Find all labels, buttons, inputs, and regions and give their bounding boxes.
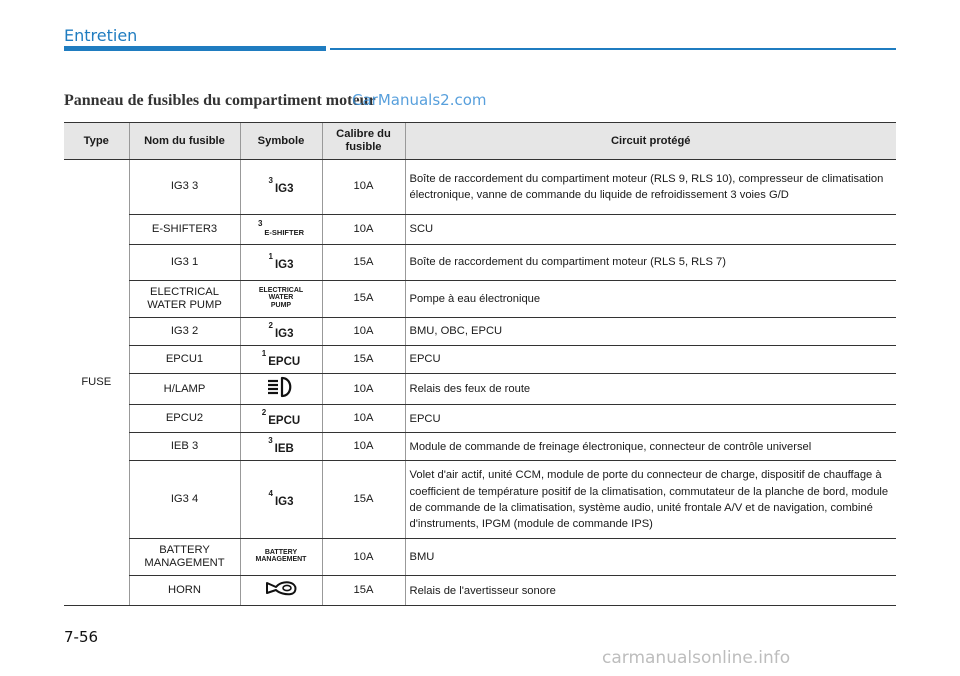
fuse-symbol	[240, 346, 322, 374]
fuse-circuit: SCU	[405, 215, 896, 245]
fuse-circuit: Volet d'air actif, unité CCM, module de porte du connecteur de charge, dispositif de chauffage à coefficient de température positif de la climatisation, commutateur de la planche de bord, module de commande de la climatisation, système audio, unité frontale A/V et de navigation, combiné d'instruments, IPGM (module de commande IPS)	[405, 461, 896, 539]
table-row	[64, 461, 896, 539]
table-row	[64, 318, 896, 346]
table-row	[64, 433, 896, 461]
fuse-symbol	[240, 245, 322, 281]
table-row	[64, 374, 896, 405]
fuse-rating: 10A	[322, 539, 405, 576]
symbol-label: IG3	[274, 496, 294, 509]
fuse-rating: 10A	[322, 160, 405, 215]
horn-icon	[264, 578, 298, 598]
fuse-circuit: Relais des feux de route	[405, 374, 896, 405]
fuse-name: IG3 2	[129, 318, 240, 346]
symbol-line: WATER	[268, 294, 294, 302]
symbol-superscript: 3	[268, 436, 273, 446]
symbol-label: EPCU	[268, 355, 301, 368]
fuse-symbol	[240, 539, 322, 576]
col-header-name: Nom du fusible	[129, 123, 240, 160]
table-row	[64, 245, 896, 281]
fuse-symbol	[240, 318, 322, 346]
col-header-type: Type	[64, 123, 129, 160]
symbol-superscript: 4	[268, 489, 273, 499]
symbol-label: IG3	[274, 258, 294, 271]
fuse-rating: 15A	[322, 461, 405, 539]
table-row	[64, 576, 896, 605]
fuse-symbol	[240, 215, 322, 245]
fuse-circuit: Relais de l'avertisseur sonore	[405, 576, 896, 605]
symbol-label: EPCU	[268, 415, 301, 428]
symbol-superscript: 1	[268, 251, 273, 261]
symbol-label: E-SHIFTER	[264, 227, 305, 237]
table-row	[64, 539, 896, 576]
symbol-label: IG3	[274, 327, 294, 340]
headlamp-icon	[265, 376, 297, 398]
symbol-superscript: 3	[268, 176, 273, 186]
fuse-name: ELECTRICAL WATER PUMP	[129, 281, 240, 318]
fuse-circuit: BMU	[405, 539, 896, 576]
fuse-symbol	[240, 433, 322, 461]
symbol-line: ELECTRICAL	[258, 286, 304, 294]
table-row	[64, 346, 896, 374]
fuse-name: IEB 3	[129, 433, 240, 461]
fuse-rating: 10A	[322, 215, 405, 245]
page-number: 7-56	[64, 628, 99, 646]
symbol-label: IG3	[274, 183, 294, 196]
fuse-symbol	[240, 281, 322, 318]
fuse-rating: 15A	[322, 245, 405, 281]
symbol-superscript: 1	[261, 348, 267, 358]
fuse-rating: 15A	[322, 576, 405, 605]
fuse-name: HORN	[129, 576, 240, 605]
table-row	[64, 215, 896, 245]
fuse-circuit: BMU, OBC, EPCU	[405, 318, 896, 346]
fuse-name: IG3 3	[129, 160, 240, 215]
watermark-top: CarManuals2.com	[352, 91, 487, 109]
symbol-line: MANAGEMENT	[255, 556, 307, 564]
col-header-symbol: Symbole	[240, 123, 322, 160]
fuse-table	[64, 122, 896, 606]
fuse-symbol	[240, 576, 322, 605]
fuse-name: EPCU2	[129, 405, 240, 433]
fuse-symbol	[240, 374, 322, 405]
header-rule-thick	[64, 46, 326, 51]
fuse-name: IG3 1	[129, 245, 240, 281]
section-title: Entretien	[64, 26, 138, 45]
fuse-circuit: EPCU	[405, 405, 896, 433]
fuse-name: H/LAMP	[129, 374, 240, 405]
fuse-rating: 10A	[322, 405, 405, 433]
page-heading: Panneau de fusibles du compartiment moteur	[64, 92, 376, 109]
symbol-line: PUMP	[270, 301, 292, 309]
fuse-rating: 10A	[322, 433, 405, 461]
fuse-symbol	[240, 461, 322, 539]
fuse-circuit: Boîte de raccordement du compartiment moteur (RLS 5, RLS 7)	[405, 245, 896, 281]
fuse-name: EPCU1	[129, 346, 240, 374]
fuse-circuit: Boîte de raccordement du compartiment moteur (RLS 9, RLS 10), compresseur de climatisation électronique, vanne de commande du liquide de refroidissement 3 voies G/D	[405, 160, 896, 215]
table-header-row	[64, 123, 896, 160]
fuse-circuit: EPCU	[405, 346, 896, 374]
symbol-line: BATTERY	[264, 549, 298, 557]
fuse-symbol	[240, 160, 322, 215]
fuse-name: BATTERY MANAGEMENT	[129, 539, 240, 576]
symbol-superscript: 2	[261, 408, 267, 418]
fuse-symbol	[240, 405, 322, 433]
table-row	[64, 281, 896, 318]
symbol-superscript: 2	[268, 320, 273, 330]
watermark-bottom: carmanualsonline.info	[602, 648, 791, 668]
type-cell: FUSE	[64, 160, 129, 606]
table-row	[64, 405, 896, 433]
fuse-rating: 10A	[322, 374, 405, 405]
fuse-rating: 10A	[322, 318, 405, 346]
col-header-rating: Calibre du fusible	[322, 123, 405, 160]
fuse-circuit: Module de commande de freinage électronique, connecteur de contrôle universel	[405, 433, 896, 461]
fuse-name: IG3 4	[129, 461, 240, 539]
symbol-superscript: 3	[257, 218, 263, 228]
table-row	[64, 160, 896, 215]
fuse-name: E-SHIFTER3	[129, 215, 240, 245]
fuse-rating: 15A	[322, 281, 405, 318]
fuse-circuit: Pompe à eau électronique	[405, 281, 896, 318]
symbol-label: IEB	[274, 443, 294, 456]
fuse-rating: 15A	[322, 346, 405, 374]
header-rule-thin	[330, 48, 896, 50]
col-header-circuit: Circuit protégé	[405, 123, 896, 160]
